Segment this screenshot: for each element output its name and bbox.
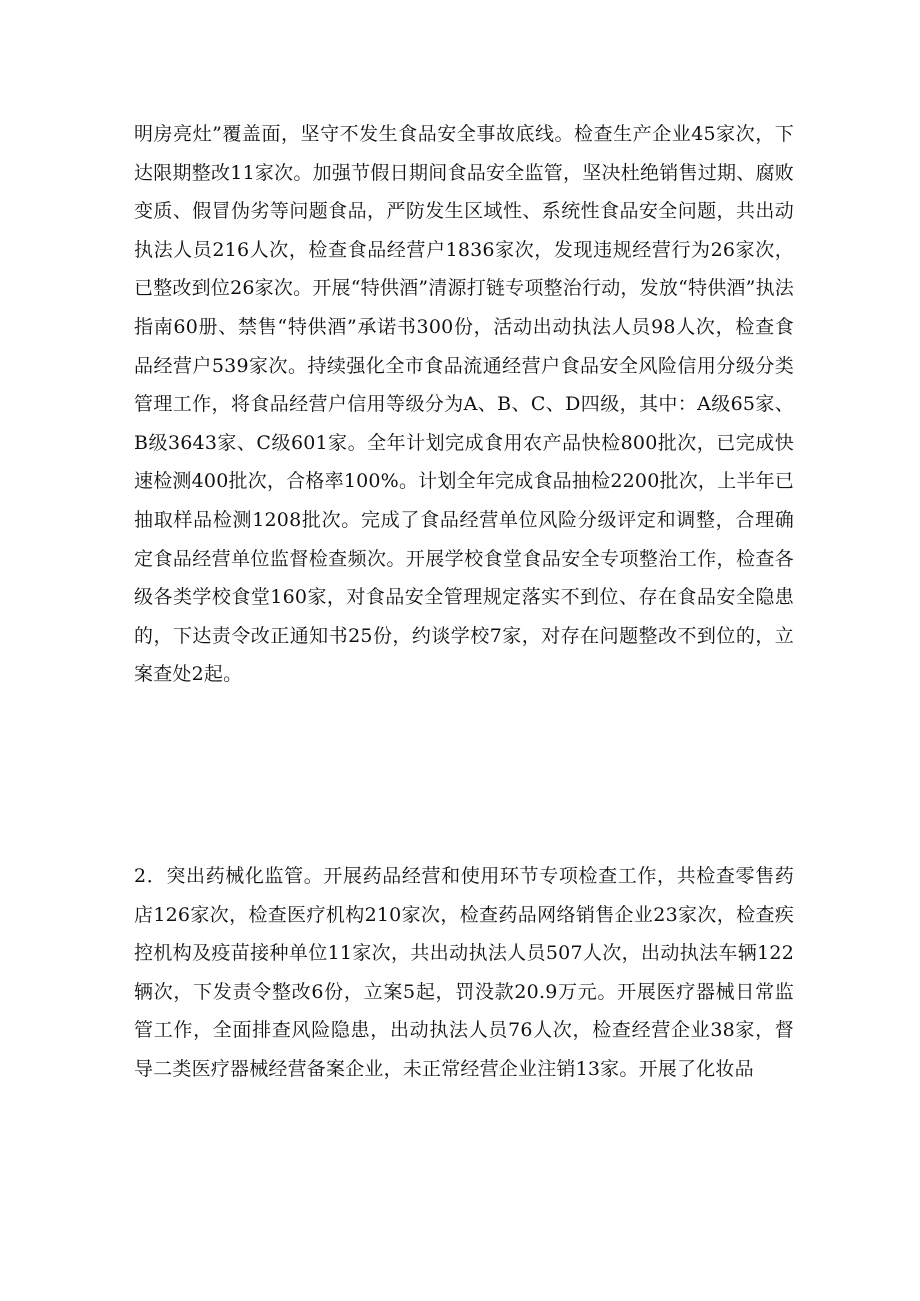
body-paragraph-drug-device-supervision: 2．突出药械化监管。开展药品经营和使用环节专项检查工作，共检查零售药店126家次，检查医疗机构210家次，检查药品网络销售企业23家次，检查疾控机构及疫苗接种单位11家次，共出动执法人员507人次，出动执法车辆122辆次，下发责令整改6份，立案5起，罚没款20.9万元。开展医疗器械日常监管工作，全面排查风险隐患，出动执法人员76人次，检查经营企业38家，督导二类医疗器械经营备案企业，未正常经营企业注销13家。开展了化妆品 bbox=[134, 865, 794, 1080]
body-paragraph-food-safety: 明房亮灶”覆盖面，坚守不发生食品安全事故底线。检查生产企业45家次，下达限期整改11家次。加强节假日期间食品安全监管，坚决杜绝销售过期、腐败变质、假冒伪劣等问题食品，严防发生区域性、系统性食品安全问题，共出动执法人员216人次，检查食品经营户1836家次，发现违规经营行为26家次，已整改到位26家次。开展“特供酒”清源打链专项整治行动，发放“特供酒”执法指南60册、禁售“特供酒”承诺书300份，活动出动执法人员98人次，检查食品经营户539家次。持续强化全市食品流通经营户食品安全风险信用分级分类管理工作，将食品经营户信用等级分为A、B、C、D四级，其中：A级65家、B级3643家、C级601家。全年计划完成食用农产品快检800批次，已完成快速检测400批次，合格率100%。计划全年完成食品抽检2200批次，上半年已抽取样品检测1208批次。完成了食品经营单位风险分级评定和调整，合理确定食品经营单位监督检查频次。开展学校食堂食品安全专项整治工作，检查各级各类学校食堂160家，对食品安全管理规定落实不到位、存在食品安全隐患的，下达责令改正通知书25份，约谈学校7家，对存在问题整改不到位的，立案查处2起。 bbox=[134, 123, 794, 686]
